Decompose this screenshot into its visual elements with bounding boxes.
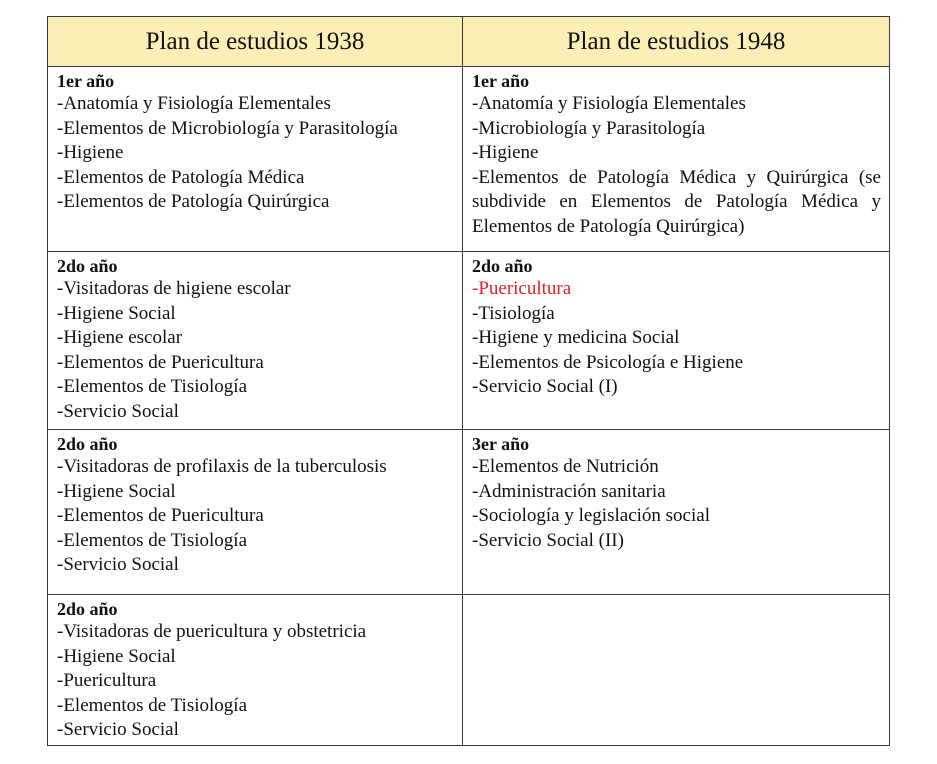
course-item: -Puericultura	[472, 278, 572, 299]
course-item: -Visitadoras de higiene escolar	[57, 278, 291, 299]
cell-1948	[463, 67, 890, 252]
year-label: 1er año	[472, 71, 530, 91]
course-item: -Puericultura	[57, 670, 157, 691]
header-1938: Plan de estudios 1938	[48, 17, 463, 67]
table-row	[48, 252, 890, 430]
course-item: -Elementos de Microbiología y Parasitología	[57, 117, 398, 139]
course-item: -Servicio Social	[57, 554, 179, 575]
course-item: -Elementos de Psicología e Higiene	[472, 351, 744, 373]
course-item: -Anatomía y Fisiología Elementales	[57, 93, 331, 114]
empty-cell-1948	[463, 595, 890, 746]
header-row	[48, 17, 890, 67]
course-item: -Servicio Social (I)	[472, 376, 618, 397]
course-item: -Visitadoras de puericultura y obstetricia	[57, 621, 367, 642]
year-label: 1er año	[57, 71, 115, 91]
course-item: -Administración sanitaria	[472, 480, 666, 502]
course-item: -Microbiología y Parasitología	[472, 117, 706, 139]
table-row	[48, 430, 890, 595]
course-item: -Elementos de Puericultura	[57, 351, 264, 373]
course-item: -Higiene escolar	[57, 327, 183, 348]
cell-1938	[48, 252, 463, 430]
study-plan-table	[47, 16, 890, 746]
course-item: -Elementos de Tisiología	[57, 529, 247, 551]
course-item: -Elementos de Tisiología	[57, 694, 247, 716]
course-item: -Sociología y legislación social	[472, 505, 710, 526]
cell-1938	[48, 67, 463, 252]
course-item: -Servicio Social	[57, 719, 179, 740]
table-row	[48, 595, 890, 746]
course-item: -Elementos de Tisiología	[57, 376, 247, 397]
year-label: 3er año	[472, 434, 530, 454]
cell-1948	[463, 430, 890, 595]
table-body	[48, 67, 890, 746]
year-label: 2do año	[57, 599, 118, 619]
course-item: -Higiene Social	[57, 480, 176, 502]
course-item: -Tisiología	[472, 302, 555, 324]
year-label: 2do año	[472, 256, 533, 276]
course-item: -Higiene Social	[57, 645, 176, 667]
course-item: -Visitadoras de profilaxis de la tuberculosis	[57, 456, 387, 477]
course-item: -Elementos de Puericultura	[57, 505, 264, 526]
course-item: -Servicio Social	[57, 400, 179, 422]
year-label: 2do año	[57, 256, 118, 276]
course-item: -Higiene y medicina Social	[472, 327, 680, 348]
course-item: -Elementos de Nutrición	[472, 456, 659, 477]
year-label: 2do año	[57, 434, 118, 454]
course-item: -Elementos de Patología Quirúrgica	[57, 191, 330, 212]
course-item: -Elementos de Patología Médica	[57, 166, 305, 188]
course-item: -Servicio Social (II)	[472, 529, 624, 551]
course-item: -Higiene	[57, 142, 124, 163]
course-item: -Elementos de Patología Médica y Quirúrgica (se subdivide en Elementos de Patología Médica y Elementos de Patología Quirúrgica)	[472, 166, 881, 237]
course-item: -Higiene Social	[57, 302, 176, 324]
cell-1948	[463, 252, 890, 430]
course-item: -Higiene	[472, 142, 539, 163]
cell-1938	[48, 430, 463, 595]
cell-1938	[48, 595, 463, 746]
header-1948: Plan de estudios 1948	[463, 17, 890, 67]
course-item: -Anatomía y Fisiología Elementales	[472, 93, 746, 114]
table-row	[48, 67, 890, 252]
